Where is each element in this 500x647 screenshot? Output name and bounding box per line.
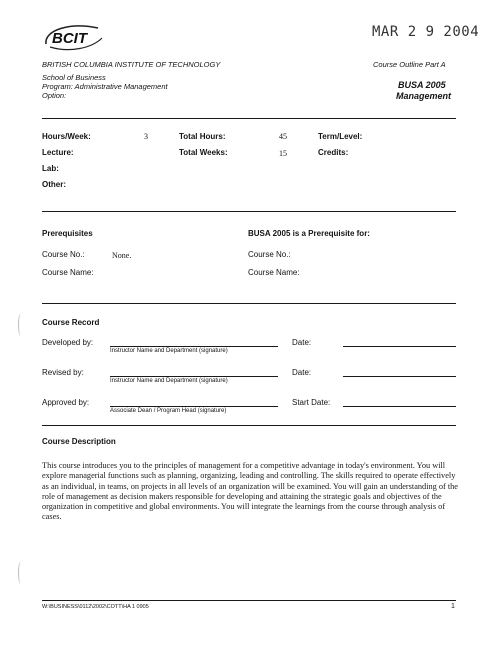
scan-mark (18, 314, 23, 336)
developed-by-signature-line[interactable] (110, 346, 278, 347)
date-2-line[interactable] (343, 376, 456, 377)
other-label: Other: (42, 180, 66, 189)
prerequisites-title: Prerequisites (42, 229, 93, 238)
start-date-line[interactable] (343, 406, 456, 407)
credits-label: Credits: (318, 148, 349, 157)
date-1-line[interactable] (343, 346, 456, 347)
school-name: School of Business (42, 73, 106, 82)
page-number: 1 (451, 603, 455, 610)
date-2-label: Date: (292, 368, 312, 377)
course-code: BUSA 2005 (398, 80, 446, 90)
prereq-course-no-value: None. (112, 251, 132, 260)
postreq-course-name-label: Course Name: (248, 268, 300, 277)
bcit-logo (40, 20, 106, 54)
divider-3 (42, 303, 456, 304)
lab-label: Lab: (42, 164, 59, 173)
course-description-title: Course Description (42, 437, 116, 446)
start-date-label: Start Date: (292, 398, 331, 407)
total-hours-label: Total Hours: (179, 132, 226, 141)
logo-text: BCIT (52, 30, 87, 47)
option-label: Option: (42, 91, 67, 100)
total-weeks-value: 15 (279, 149, 287, 158)
approved-by-caption: Associate Dean / Program Head (signature) (110, 408, 227, 414)
scan-mark (18, 562, 23, 584)
is-prerequisite-title: BUSA 2005 is a Prerequisite for: (248, 229, 370, 238)
approved-by-signature-line[interactable] (110, 406, 278, 407)
postreq-course-no-label: Course No.: (248, 250, 291, 259)
revised-by-caption: Instructor Name and Department (signature) (110, 378, 228, 384)
institute-name: BRITISH COLUMBIA INSTITUTE OF TECHNOLOGY (42, 60, 221, 69)
date-1-label: Date: (292, 338, 312, 347)
term-level-label: Term/Level: (318, 132, 363, 141)
hours-week-value: 3 (144, 132, 148, 141)
received-date-stamp: MAR 2 9 2004 (372, 24, 480, 40)
developed-by-label: Developed by: (42, 338, 94, 347)
divider-1 (42, 118, 456, 119)
footer-file-path: W:\BUSINESS\0112\2002\COTT\HA 1 0905 (42, 604, 149, 610)
divider-4 (42, 425, 456, 426)
total-hours-value: 45 (279, 132, 287, 141)
hours-week-label: Hours/Week: (42, 132, 91, 141)
lecture-label: Lecture: (42, 148, 74, 157)
approved-by-label: Approved by: (42, 398, 90, 407)
revised-by-signature-line[interactable] (110, 376, 278, 377)
program-name: Program: Administrative Management (42, 82, 168, 91)
divider-2 (42, 211, 456, 212)
revised-by-label: Revised by: (42, 368, 84, 377)
total-weeks-label: Total Weeks: (179, 148, 228, 157)
prereq-course-name-label: Course Name: (42, 268, 94, 277)
prereq-course-no-label: Course No.: (42, 250, 85, 259)
course-name: Management (396, 91, 452, 101)
course-description-body: This course introduces you to the principles of management for a competitive advantage in today's environment. You will explore managerial functions such as planning, organizing, leading and controlling. The skills required to operate effectively as an individual, in teams, on projects in all levels of an organization will be examined. You will gain an understanding of the role of management as decision makers responsible for developing and attaining the strategic goals and objectives of the organization in competitive and global environments. You will integrate the learnings from the course through analysis of cases. (42, 461, 458, 522)
outline-part: Course Outline Part A (373, 60, 446, 69)
developed-by-caption: Instructor Name and Department (signature) (110, 348, 228, 354)
course-record-title: Course Record (42, 318, 100, 327)
footer-divider (42, 600, 456, 601)
